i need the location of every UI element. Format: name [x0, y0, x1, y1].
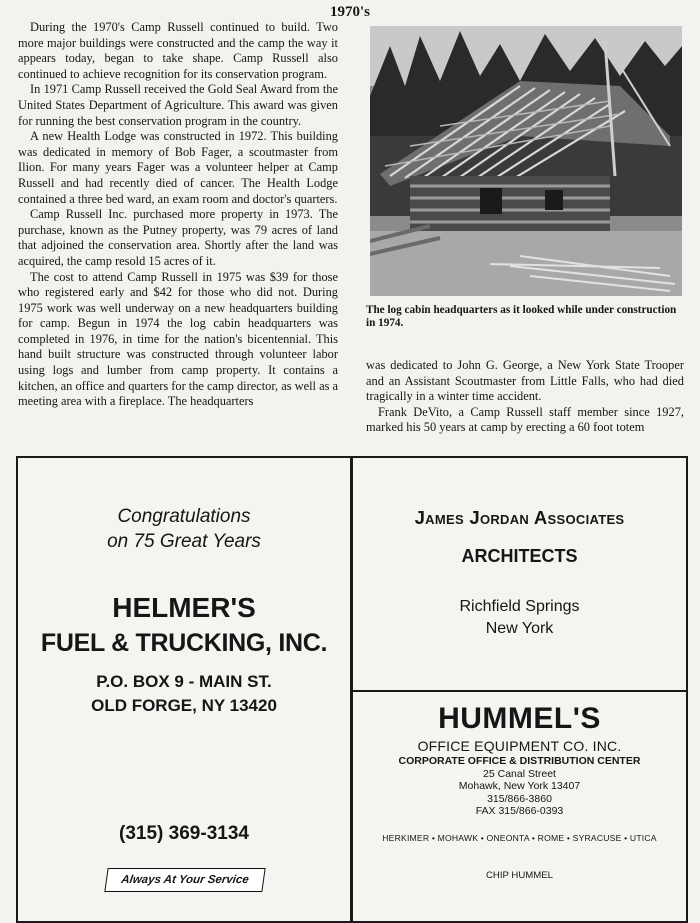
- article-paragraph: Camp Russell Inc. purchased more property in 1973. The purchase, known as the Putney property, was 79 acres of land that adjoined the conservation area. Shortly after the land was acquired, the camp resold 15 acres of it.: [18, 207, 338, 268]
- photo-caption: The log cabin headquarters as it looked while under construction in 1974.: [366, 304, 677, 329]
- log-cabin-illustration: [370, 26, 682, 296]
- page-title: 1970's: [329, 4, 370, 20]
- helmer-phone: (315) 369-3134: [119, 823, 249, 844]
- jordan-location: Richfield Springs New York: [459, 598, 580, 637]
- article-right-column: [366, 358, 684, 436]
- helmer-tagline: Always At Your Service: [104, 868, 265, 892]
- hummel-name: HUMMEL'S: [438, 702, 601, 735]
- article-paragraph: A new Health Lodge was constructed in 1972. This building was dedicated in memory of Bob Fager, a scoutmaster from Ilion. For many years Fager was a volunteer helper at Camp Russell and had recently died of cancer. The Health Lodge contained a three bed ward, an exam room and doctor's quarters.: [18, 129, 338, 206]
- hummel-address-block: CORPORATE OFFICE & DISTRIBUTION CENTER 25 Canal Street Mohawk, New York 13407 315/866-3860 FAX 315/866-0393: [398, 755, 641, 817]
- article-paragraph: During the 1970's Camp Russell continued to build. Two more major buildings were constructed and the camp the way it appears today, began to take shape. Camp Russell also continued to achieve recognition for its conservation program.: [18, 20, 338, 81]
- hummel-contact: CHIP HUMMEL: [486, 870, 553, 881]
- jordan-name: James Jordan Associates: [414, 507, 625, 528]
- article-left-column: [18, 20, 338, 410]
- hummel-subtitle: OFFICE EQUIPMENT CO. INC.: [417, 738, 622, 754]
- article-paragraph: Frank DeVito, a Camp Russell staff member since 1927, marked his 50 years at camp by erecting a 60 foot totem: [366, 404, 684, 435]
- james-jordan-ad: [351, 456, 688, 693]
- jordan-profession: ARCHITECTS: [461, 546, 578, 566]
- log-cabin-photo: [370, 26, 682, 296]
- helmer-address: P.O. BOX 9 - MAIN ST. OLD FORGE, NY 13420: [91, 672, 277, 715]
- helmer-congratulations: Congratulations on 75 Great Years: [107, 506, 261, 552]
- helmer-company: FUEL & TRUCKING, INC.: [40, 629, 328, 657]
- hummel-cities: HERKIMER • MOHAWK • ONEONTA • ROME • SYRACUSE • UTICA: [382, 833, 657, 843]
- article-paragraph: The cost to attend Camp Russell in 1975 was $39 for those who registered early and $42 for those who did not. During 1975 work was well underway on a new headquarters building for camp. Begun in 1974 the log cabin headquarters was completed in 1976, in time for the nation's bicentennial. This hand built structure was constructed through volunteer labor using logs and lumber from camp property. It contains a kitchen, an office and quarters for the camp director, as well as a meeting area with a fireplace. The headquarters: [18, 269, 338, 409]
- article-paragraph: In 1971 Camp Russell received the Gold Seal Award from the United States Department of Agriculture. This award was given for running the best conservation program in the country.: [18, 82, 338, 128]
- helmer-name: HELMER'S: [112, 592, 256, 623]
- article-paragraph: was dedicated to John G. George, a New York State Trooper and an Assistant Scoutmaster from Little Falls, who had died tragically in a winter time accident.: [366, 358, 684, 404]
- hummel-office-ad: [351, 690, 688, 923]
- helmer-fuel-ad: [16, 456, 352, 923]
